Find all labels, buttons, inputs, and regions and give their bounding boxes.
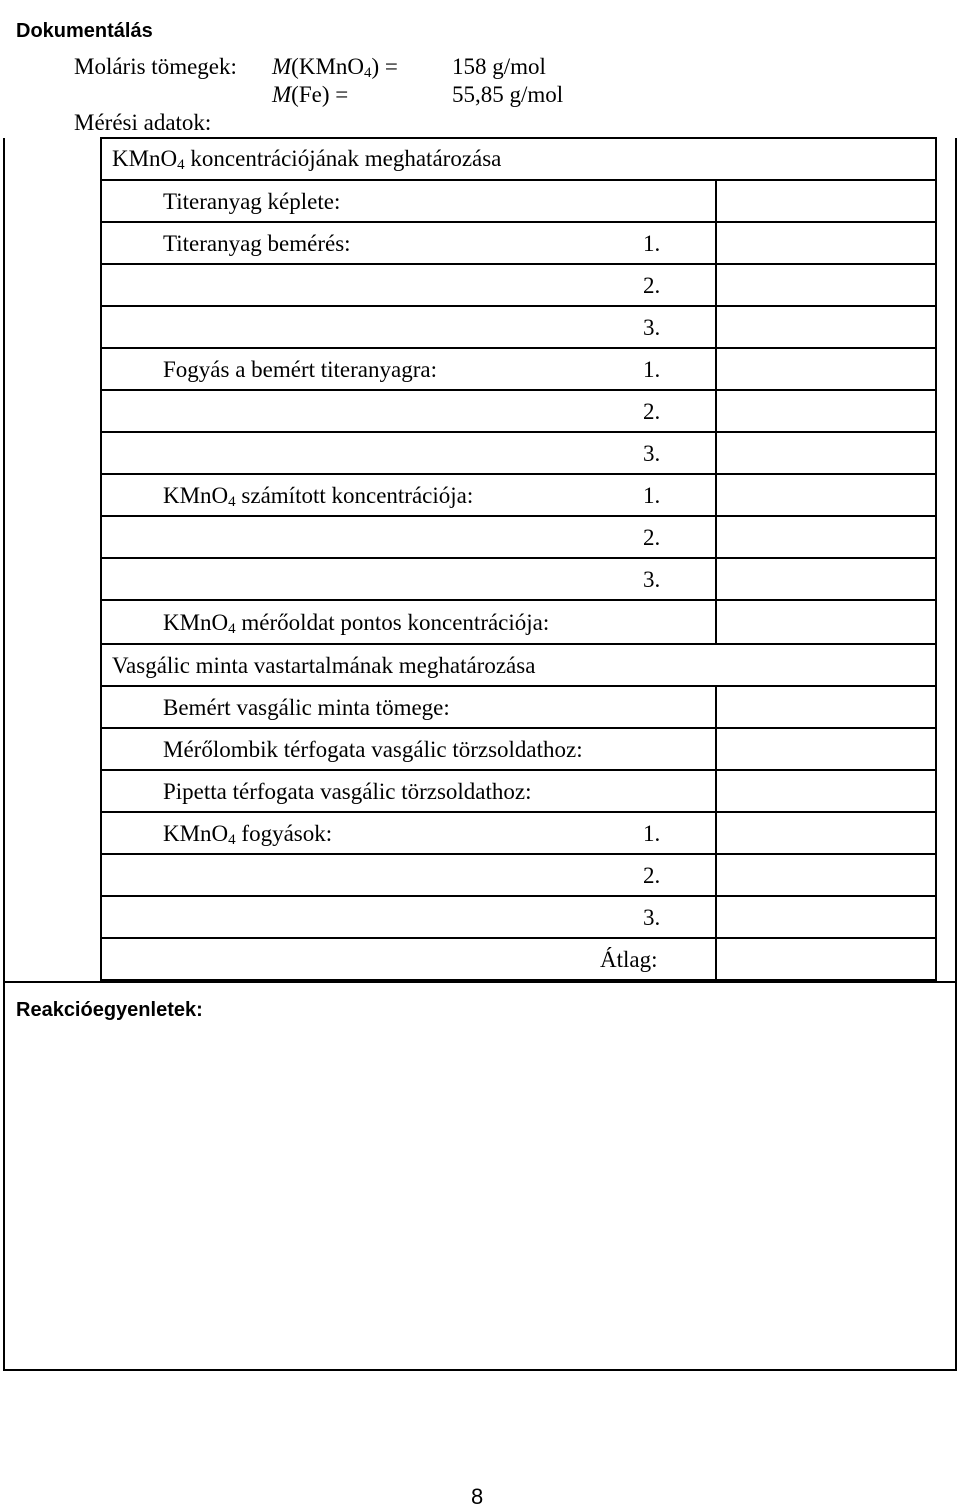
kmno4-consumption-n1: 1.: [643, 821, 661, 846]
consumption-n1: 1.: [643, 357, 661, 382]
molar-mass-fe-formula: M(Fe) =: [272, 82, 349, 107]
iron-content-heading: Vasgálic minta vastartalmának meghatározása: [112, 653, 536, 678]
reactions-separator: [3, 981, 957, 983]
kmno4-consumption-label: KMnO$_4$ fogyások:: [163, 821, 333, 848]
page-number: 8: [471, 1484, 484, 1509]
sample-mass-label: Bemért vasgálic minta tömege:: [163, 695, 450, 720]
calculated-concentration-n3: 3.: [643, 567, 661, 592]
measurement-label: Mérési adatok:: [74, 110, 212, 135]
molar-mass-fe-value: 55,85 g/mol: [452, 82, 564, 107]
kmno4-concentration-heading: KMnO$_4$ koncentrációjának meghatározása: [112, 146, 502, 173]
calculated-concentration-label: KMnO$_4$ számított koncentrációja:: [163, 483, 474, 510]
titrant-weight-n3: 3.: [643, 315, 661, 340]
consumption-n3: 3.: [643, 441, 661, 466]
average-label: Átlag:: [600, 947, 658, 972]
titrant-weight-label: Titeranyag bemérés:: [163, 231, 351, 256]
exact-concentration-label: KMnO$_4$ mérőoldat pontos koncentrációja:: [163, 610, 550, 637]
titrant-formula-label: Titeranyag képlete:: [163, 189, 341, 214]
kmno4-consumption-n3: 3.: [643, 905, 661, 930]
molar-mass-label: Moláris tömegek:: [74, 54, 237, 79]
calculated-concentration-n1: 1.: [643, 483, 661, 508]
page-frame-bottom: [3, 1369, 957, 1371]
calculated-concentration-n2: 2.: [643, 525, 661, 550]
flask-volume-label: Mérőlombik térfogata vasgálic törzsoldathoz:: [163, 737, 583, 762]
molar-mass-kmno4-value: 158 g/mol: [452, 54, 546, 79]
titrant-weight-n1: 1.: [643, 231, 661, 256]
page-frame-left: [3, 138, 5, 1371]
page-frame-right: [955, 138, 957, 1371]
titrant-weight-n2: 2.: [643, 273, 661, 298]
kmno4-consumption-n2: 2.: [643, 863, 661, 888]
pipette-volume-label: Pipetta térfogata vasgálic törzsoldathoz:: [163, 779, 532, 804]
molar-mass-kmno4-formula: M(KMnO$_4$) =: [272, 54, 398, 81]
consumption-label: Fogyás a bemért titeranyagra:: [163, 357, 437, 382]
consumption-n2: 2.: [643, 399, 661, 424]
reactions-label: Reakcióegyenletek:: [16, 999, 203, 1021]
section-title: Dokumentálás: [16, 20, 153, 42]
